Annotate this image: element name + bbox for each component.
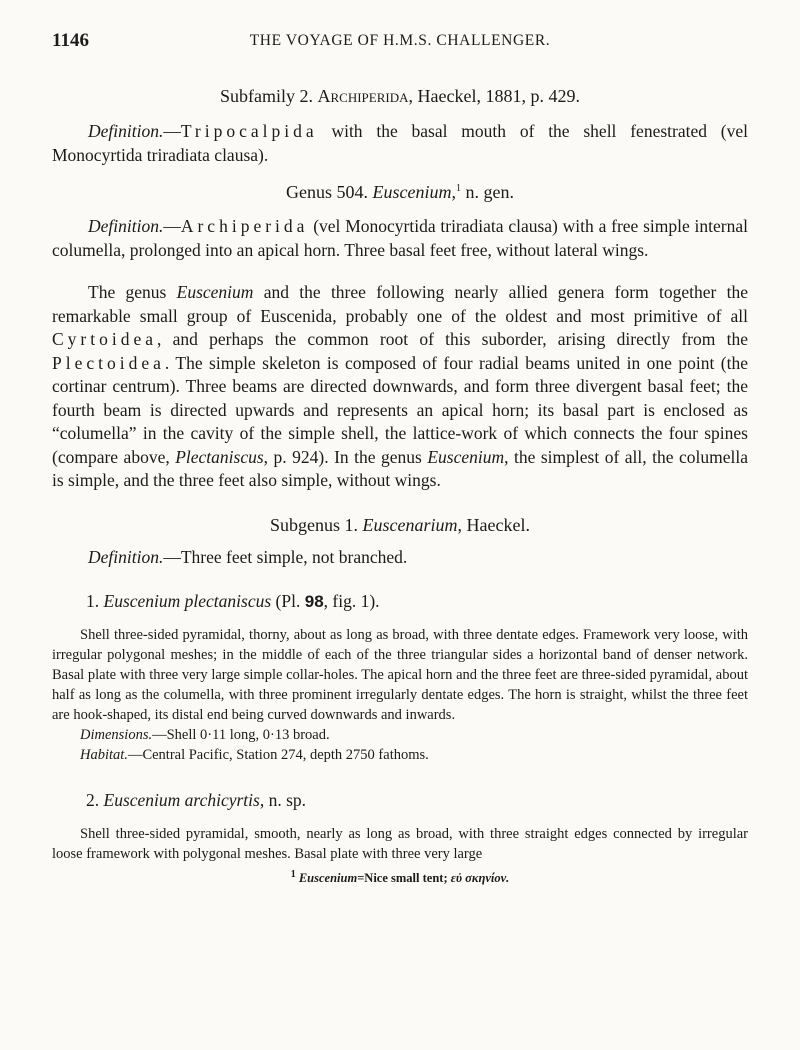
footnote: $^1$ Euscenium=Nice small tent; εὐ σκηνίον. bbox=[290, 868, 510, 885]
genus-heading: Genus 504. Euscenium,$^1$ n. gen. bbox=[286, 182, 514, 202]
species-heading: 2. Euscenium archicyrtis, n. sp. bbox=[86, 790, 307, 810]
subfamily-heading: Subfamily 2. Archiperida, Haeckel, 1881, p. 429. bbox=[220, 86, 580, 106]
definition-label: Definition. bbox=[88, 216, 164, 236]
definition-label: Definition. bbox=[88, 121, 164, 141]
subgenus-heading: Subgenus 1. Euscenarium, Haeckel. bbox=[270, 514, 530, 535]
species-description: Shell three-sided pyramidal, smooth, nearly as long as broad, with three straight edges connected by irregular loose framework with polygonal meshes. Basal plate with three very large bbox=[52, 826, 748, 862]
genus-description: The genus Euscenium and the three following nearly allied genera form together the remarkable small group of Euscenida, probably one of the oldest and most primitive of all Cyrtoidea, and perhaps the common root of this suborder, arising directly from the Plectoidea. The simple skeleton is composed of four radial beams united in one point (the cortinar centrum). Three beams are directed downwards, and form three divergent basal feet; the fourth beam is directed upwards and represents an apical horn; its basal part is enclosed as “columella” in the cavity of the simple shell, the lattice-work of which connects the four spines (compare above, Plectaniscus, p. 924). In the genus Euscenium, the simplest of all, the columella is simple, and the three feet also simple, without wings. bbox=[52, 282, 748, 490]
subgenus-name: Euscenarium bbox=[362, 514, 458, 535]
genus-name: Euscenium, bbox=[372, 182, 456, 202]
genus-definition: Definition.—Archiperida (vel Monocyrtida triradiata clausa) with a free simple internal columella, prolonged into an apical horn. Three basal feet free, without lateral wings. bbox=[52, 216, 748, 260]
subfamily-definition: Definition.—Tripocalpida with the basal mouth of the shell fenestrated (vel Monocyrtida triradiata clausa). bbox=[52, 121, 748, 165]
species-habitat: Habitat.—Central Pacific, Station 274, depth 2750 fathoms. bbox=[80, 747, 429, 763]
footnote-reference: 1 bbox=[455, 183, 461, 194]
definition-label: Definition. bbox=[88, 546, 164, 567]
species-heading: 1. Euscenium plectaniscus (Pl. 98, fig. 1). bbox=[86, 591, 380, 611]
running-title: THE VOYAGE OF H.M.S. CHALLENGER. bbox=[249, 32, 551, 49]
subfamily-name: Archiperida bbox=[317, 86, 409, 106]
page bbox=[52, 30, 748, 886]
species-dimensions: Dimensions.—Shell 0·11 long, 0·13 broad. bbox=[80, 727, 330, 743]
species-name: Euscenium archicyrtis bbox=[103, 790, 260, 810]
page-number: 1146 bbox=[52, 30, 89, 51]
plate-number: 98 bbox=[304, 592, 324, 611]
species-description: Shell three-sided pyramidal, thorny, about as long as broad, with three dentate edges. Framework very loose, with irregular polygonal meshes; in the middle of each of the three triangular sides a horizontal band of denser network. Basal plate with three very large simple collar-holes. The apical horn and the three feet are three-sided pyramidal, about half as long as the columella, with three prominent irregularly dentate edges. The horn is straight, whilst the three feet are hook-shaped, its distal end being curved downwards and inwards. bbox=[52, 627, 748, 723]
page-header bbox=[52, 30, 748, 56]
species-name: Euscenium plectaniscus bbox=[103, 591, 272, 611]
subgenus-definition: Definition.—Three feet simple, not branched. bbox=[88, 546, 408, 567]
